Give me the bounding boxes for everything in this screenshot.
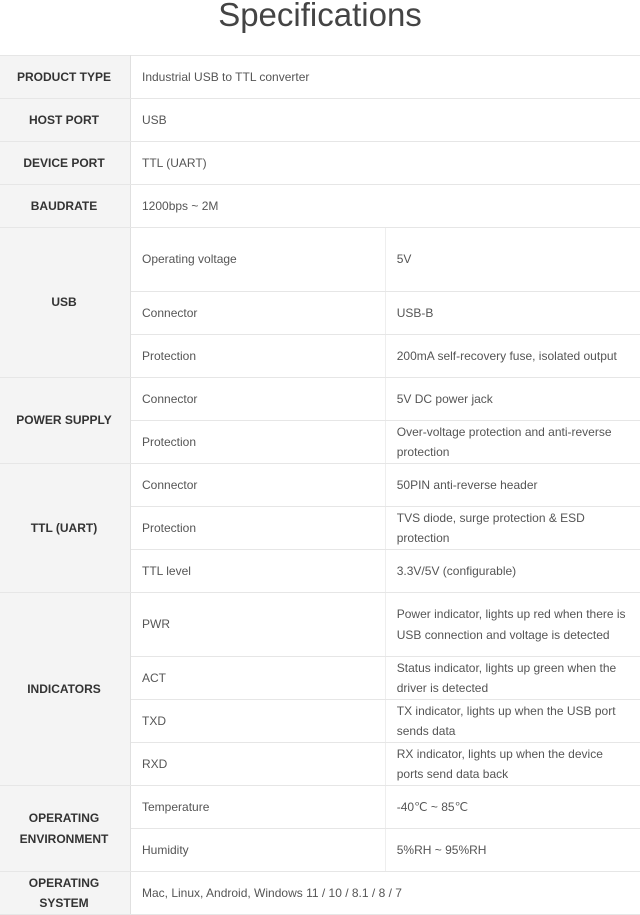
spec-value: TX indicator, lights up when the USB port sends data: [385, 700, 640, 743]
spec-label: PRODUCT TYPE: [0, 56, 131, 99]
spec-value: Industrial USB to TTL converter: [131, 56, 640, 99]
spec-value: 5%RH ~ 95%RH: [385, 829, 640, 872]
spec-sub-label: Connector: [131, 464, 386, 507]
table-row: [0, 872, 640, 915]
spec-value: Over-voltage protection and anti-reverse protection: [385, 421, 640, 464]
spec-value: Power indicator, lights up red when there is USB connection and voltage is detected: [385, 593, 640, 657]
spec-label: DEVICE PORT: [0, 142, 131, 185]
spec-group-label: POWER SUPPLY: [0, 378, 131, 464]
spec-label: HOST PORT: [0, 99, 131, 142]
table-row: [0, 464, 640, 507]
spec-group-label: USB: [0, 228, 131, 378]
table-row: [0, 786, 640, 829]
spec-value: 3.3V/5V (configurable): [385, 550, 640, 593]
spec-sub-label: RXD: [131, 743, 386, 786]
spec-sub-label: Protection: [131, 507, 386, 550]
spec-value: RX indicator, lights up when the device ports send data back: [385, 743, 640, 786]
spec-value: 5V: [385, 228, 640, 292]
spec-value: 1200bps ~ 2M: [131, 185, 640, 228]
spec-sub-label: Temperature: [131, 786, 386, 829]
spec-sub-label: TTL level: [131, 550, 386, 593]
spec-sub-label: Protection: [131, 421, 386, 464]
spec-sub-label: Humidity: [131, 829, 386, 872]
table-row: [0, 378, 640, 421]
spec-sub-label: Protection: [131, 335, 386, 378]
spec-value: Mac, Linux, Android, Windows 11 / 10 / 8.1 / 8 / 7: [131, 872, 640, 915]
spec-sub-label: Connector: [131, 292, 386, 335]
table-row: [0, 99, 640, 142]
spec-value: Status indicator, lights up green when the driver is detected: [385, 657, 640, 700]
spec-value: TVS diode, surge protection & ESD protection: [385, 507, 640, 550]
spec-value: 50PIN anti-reverse header: [385, 464, 640, 507]
spec-group-label: OPERATING ENVIRONMENT: [0, 786, 131, 872]
spec-group-label: INDICATORS: [0, 593, 131, 786]
spec-value: USB: [131, 99, 640, 142]
spec-sub-label: Connector: [131, 378, 386, 421]
specifications-table: [0, 55, 640, 915]
spec-group-label: TTL (UART): [0, 464, 131, 593]
table-row: [0, 185, 640, 228]
page-title: Specifications: [0, 0, 640, 55]
spec-value: USB-B: [385, 292, 640, 335]
spec-label: OPERATING SYSTEM: [0, 872, 131, 915]
spec-sub-label: PWR: [131, 593, 386, 657]
spec-value: -40℃ ~ 85℃: [385, 786, 640, 829]
spec-value: 5V DC power jack: [385, 378, 640, 421]
spec-value: 200mA self-recovery fuse, isolated output: [385, 335, 640, 378]
spec-value: TTL (UART): [131, 142, 640, 185]
spec-sub-label: Operating voltage: [131, 228, 386, 292]
spec-sub-label: ACT: [131, 657, 386, 700]
table-row: [0, 56, 640, 99]
table-row: [0, 593, 640, 657]
table-row: [0, 142, 640, 185]
spec-label: BAUDRATE: [0, 185, 131, 228]
table-row: [0, 228, 640, 292]
spec-sub-label: TXD: [131, 700, 386, 743]
